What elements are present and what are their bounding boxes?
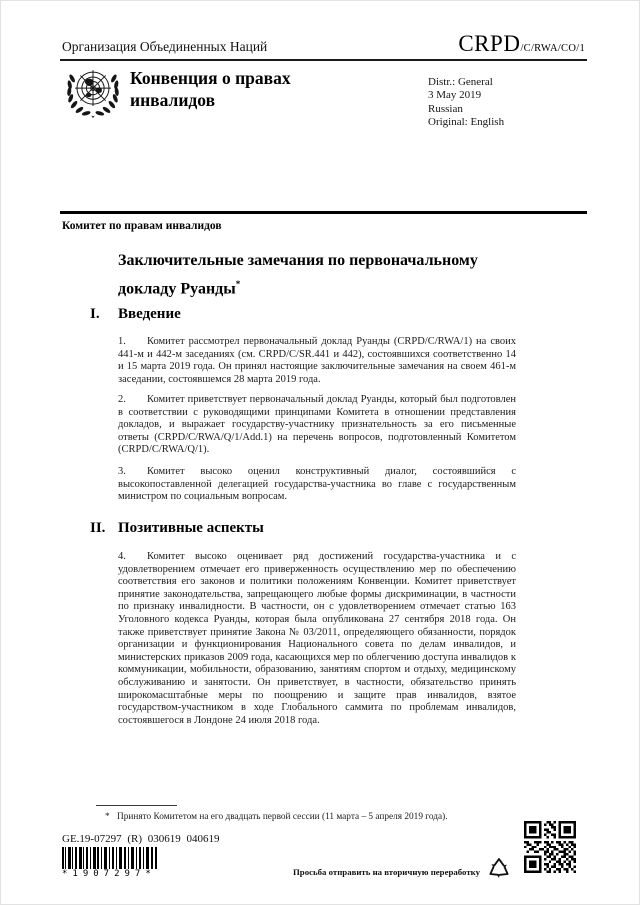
document-symbol — [458, 31, 585, 57]
header-divider — [60, 59, 587, 61]
paragraph-3 — [118, 466, 516, 504]
footnote-divider — [96, 805, 177, 806]
barcode-icon — [62, 847, 158, 869]
language-line: Russian — [428, 102, 463, 115]
un-org-name: Организация Объединенных Наций — [62, 39, 268, 54]
paragraph-number: 4. — [118, 551, 126, 562]
paragraph-1 — [118, 336, 516, 386]
recycle-icon — [486, 857, 512, 881]
date-line: 3 May 2019 — [428, 89, 482, 102]
paragraph-number: 1. — [118, 336, 126, 347]
paragraph-text: Комитет высоко оценил конструктивный диалог, состоявшийся с высокопоставленной делегацией государства-участника во главе с государственным министром по социальным вопросам. — [118, 466, 516, 503]
section-heading-positive-aspects — [90, 520, 264, 537]
paragraph-number: 2. — [118, 394, 126, 405]
footnote-marker: * — [105, 812, 110, 822]
paragraph-text: Комитет рассмотрел первоначальный доклад Руанды (CRPD/C/RWA/1) на своих 441-м и 442-м заседаниях (см. CRPD/C/SR.441 и 442), состоявшихся соответственно 14 и 15 марта 2019 года. Он принял настоящие заключительные замечания на своем 461-м заседании, состоявшемся 28 марта 2019 года. — [118, 336, 516, 385]
section-numeral: II. — [90, 520, 106, 536]
committee-name: Комитет по правам инвалидов — [62, 220, 222, 232]
original-line: Original: English — [428, 116, 505, 129]
document-title — [118, 250, 490, 300]
paragraph-text: Комитет приветствует первоначальный доклад Руанды, который был подготовлен в соответствии с руководящими принципами Комитета в отношении представления докладов, и выражает государству-участнику признательность за его письменные ответы (CRPD/C/RWA/Q/1/Add.1) на перечень вопросов, подготовленный Комитетом (CRPD/C/RWA/Q/1). — [118, 394, 516, 456]
document-symbol-sub: /C/RWA/CO/1 — [520, 43, 585, 54]
distr-line: Distr.: General — [428, 76, 493, 88]
paragraph-number: 3. — [118, 466, 126, 477]
paragraph-text: Комитет высоко оценивает ряд достижений государства-участника и с удовлетворением отмечает его приверженность осуществлению мер по обеспечению соответствия его законов и политики положениям Конвенции. Комитет приветствует принятие законодательства, запрещающего любые формы дискриминации, в частности по признаку инвалидности. В частности, он с удовлетворением отмечает статью 163 Уголовного кодекса Руанды, которая была опубликована 27 сентября 2018 года. Он также приветствует принятие Закона № 03/2011, определяющего обязанности, порядок организации и функционирования Национального совета по делам инвалидов, и министерских приказов 2009 года, касающихся мер по облегчению доступа инвалидов к коммуникации, мобильности, образованию, занятиям спортом и отдыху, медицинскому обслуживанию и занятости. Он приветствует, в частности, обязательство принять широкомасштабные меры по поощрению и защите прав инвалидов, взятое государством-участником в ходе Глобального саммита по проблемам инвалидов, состоявшегося в Лондоне 24 июля 2018 года. — [118, 551, 516, 726]
paragraph-2 — [118, 394, 516, 457]
ge-document-number: GE.19-07297 (R) 030619 040619 — [62, 833, 220, 845]
title-footnote-marker: * — [235, 278, 241, 289]
recycle-note: Просьба отправить на вторичную переработку — [292, 867, 480, 877]
section-title: Введение — [118, 306, 181, 322]
footnote — [105, 812, 550, 822]
document-symbol-main: CRPD — [458, 31, 521, 56]
distribution-block — [428, 76, 504, 130]
un-emblem-icon — [62, 64, 124, 120]
section-divider — [60, 211, 587, 214]
section-title: Позитивные аспекты — [118, 520, 264, 536]
document-title-text: Заключительные замечания по первоначальному докладу Руанды — [118, 252, 478, 297]
section-numeral: I. — [90, 306, 100, 322]
footnote-text: Принято Комитетом на его двадцать первой сессии (11 марта – 5 апреля 2019 года). — [117, 812, 448, 822]
qr-code-icon — [524, 821, 576, 873]
barcode-label: *1907297* — [62, 869, 156, 879]
publication-title: Конвенция о правах инвалидов — [130, 68, 291, 110]
section-heading-introduction — [90, 306, 181, 323]
paragraph-4 — [118, 551, 516, 727]
